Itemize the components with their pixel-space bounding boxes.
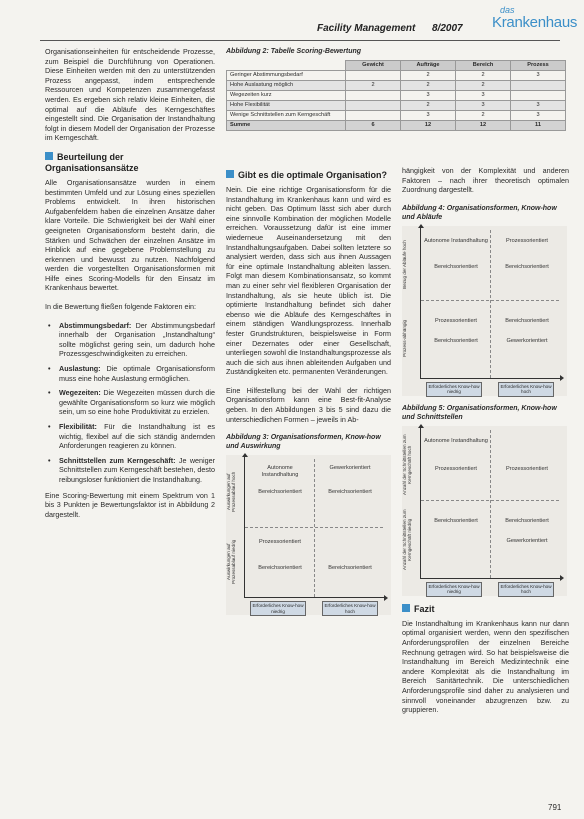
- matrix-cell-label: Bereichsorientiert: [434, 517, 478, 524]
- figure-5-matrix: [402, 426, 567, 596]
- matrix-cell-label: Bereichsorientiert: [505, 517, 549, 524]
- paragraph: hängigkeit von der Komplexität und anderen Faktoren – nach ihrer theoretisch optimalen Zuordnung dargestellt.: [402, 166, 569, 195]
- table-cell: 3: [456, 91, 511, 101]
- table-sum-row: [227, 121, 566, 131]
- table-header-cell: [227, 61, 346, 71]
- figure-caption: Abbildung 2: Tabelle Scoring-Bewertung: [226, 48, 362, 55]
- table-cell: 12: [401, 121, 456, 131]
- list-item-text: Die optimale Organisationsform muss eine hohe Auslastung ermöglichen.: [59, 364, 215, 383]
- issue-number: 8/2007: [432, 23, 463, 34]
- table-header-row: [227, 61, 566, 71]
- table-cell: 3: [511, 71, 566, 81]
- section-square-icon: [402, 604, 410, 612]
- x-axis-label-left: Erforderliches Know-how niedrig: [426, 582, 482, 597]
- matrix-cell-label: Autonome Instandhaltung: [261, 465, 299, 478]
- matrix-cell-label: Prozessorientiert: [259, 539, 301, 546]
- y-axis-label-bottom: Anzahl der Schnittstellen zum Kerngeschäft niedrig: [402, 509, 412, 571]
- matrix-cell-label: Prozessorientiert: [435, 465, 477, 472]
- paragraph: Eine Hilfestellung bei der Wahl der richtigen Organisationsform kann eine Best-fit-Analyse geben. In den Abbildungen 3 bis 5 sind dazu die unterschiedlichen Formen – jeweils in Ab-: [226, 385, 391, 424]
- section-heading: [45, 152, 215, 174]
- matrix-cell-label: Gewerkorientiert: [329, 465, 371, 472]
- x-axis-arrow: [244, 597, 384, 598]
- table-row: [227, 101, 566, 111]
- matrix-cell-label: Autonome Instandhaltung: [424, 437, 488, 444]
- table-cell: [346, 91, 401, 101]
- divider-line: [490, 430, 491, 578]
- page-header: [0, 0, 584, 44]
- table-header-cell: Bereich: [456, 61, 511, 71]
- divider-line: [490, 230, 491, 378]
- section-heading: [402, 604, 569, 615]
- bullet-icon: •: [48, 388, 51, 398]
- matrix-cell-label: Autonome Instandhaltung: [424, 237, 488, 244]
- section-square-icon: [45, 152, 53, 160]
- journal-section-title: Facility Management: [317, 23, 416, 34]
- paragraph: Alle Organisationsansätze wurden in einem bestimmten Umfeld und zur Lösung eines speziellen Problems entwickelt. In ihren historischen Aufgabenfeldern haben die einzelnen Ansätze daher klare Vorteile. Die Schwierigkeit bei der Wahl einer geeigneten Organisationsform besteht darin, die Stärken und Schwächen der einzelnen Ansätze im Hinblick auf eine gegebene Problemstellung zu erkennen und bewusst zu nutzen. Nachfolgend werden die vorgestellten Organisationsformen mit Hilfe eines Scoring-Modells für den Einsatz im Krankenhaus bewertet.: [45, 177, 215, 293]
- figure-4-matrix: [402, 226, 567, 396]
- section-heading-text: Gibt es die optimale Organisation?: [238, 170, 388, 180]
- table-cell: 3: [401, 91, 456, 101]
- scoring-table: [226, 60, 566, 131]
- table-cell: Summe: [227, 121, 346, 131]
- section-square-icon: [226, 170, 234, 178]
- matrix-cell-label: Bereichsorientiert: [434, 337, 478, 344]
- list-item-text: Je weniger Schnittstellen zum Kerngeschäft bestehen, desto reibungsloser funktioniert die Instandhaltung.: [59, 455, 215, 484]
- table-cell: Geringer Abstimmungsbedarf: [227, 71, 346, 81]
- list-item-term: Abstimmungsbedarf:: [59, 320, 132, 330]
- table-cell: 3: [401, 111, 456, 121]
- column-middle: [226, 166, 391, 615]
- list-item: [45, 364, 215, 383]
- table-cell: Wenige Schnittstellen zum Kerngeschäft: [227, 111, 346, 121]
- x-axis-label-left: Erforderliches Know-how niedrig: [250, 601, 306, 616]
- matrix-cell-label: Prozessorientiert: [506, 237, 548, 244]
- table-cell: [511, 91, 566, 101]
- figure-caption: Abbildung 3: Organisationsformen, Know-how und Auswirkung: [226, 434, 381, 451]
- table-header-cell: Gewicht: [346, 61, 401, 71]
- table-cell: 2: [456, 71, 511, 81]
- table-row: [227, 111, 566, 121]
- y-axis-label-bottom: Auswirkungen auf Prozessablauf niedrig: [226, 540, 236, 585]
- list-item: [45, 456, 215, 485]
- x-axis-label-right: Erforderliches Know-how hoch: [498, 382, 554, 397]
- table-cell: [346, 71, 401, 81]
- bullet-icon: •: [48, 455, 51, 465]
- x-axis-label-right: Erforderliches Know-how hoch: [498, 582, 554, 597]
- list-item: [45, 388, 215, 417]
- y-axis-label-top: Anzahl der Schnittstellen zum Kerngeschäft hoch: [402, 434, 412, 496]
- matrix-cell-label: Gewerkorientiert: [506, 337, 548, 344]
- list-item-text: Der Abstimmungsbedarf innerhalb der Organisation „Instandhaltung“ sollte möglichst gering sein, um dadurch hohe Prozessgeschwindigkeiten zu erreichen.: [59, 320, 215, 359]
- matrix-cell-label: Prozessorientiert: [506, 465, 548, 472]
- table-header-cell: Aufträge: [401, 61, 456, 71]
- page-number: 791: [548, 803, 562, 812]
- paragraph: Nein. Die eine richtige Organisationsform für die Instandhaltung im Krankenhaus kann und wird es nicht geben. Das Optimum lässt sich aber durch eine sinnvolle Kombination der möglichen Modelle erreichen. Voraussetzung dafür ist eine immer wiederneue Auseinandersetzung mit den Instandhaltungsaufgaben. Dabei sollten letztere so analysiert werden, dass sich aus ihnen Aussagen für eine optimale Instandhaltung ableiten lassen. Folgt man diesem Kombinationsansatz, so kommt man zu einer sehr viel flexibleren Organisation der Instandhaltung, als sie heute üblich ist. Die optimierte Instandhaltung befindet sich daher ebenso wie die Abläufe des Kerngeschäftes in einem ständigen Wandlungsprozess. Innerhalb fester Grundstrukturen, beispielsweise in Form einer Dezernates oder einer Gesellschaft, unterliegen sowohl die Instandhaltungsprozesse als auch die sich aus ihnen ableitenden Aufgaben und Zuständigkeiten etc. permanenten Veränderungen.: [226, 185, 391, 377]
- paragraph: Eine Scoring-Bewertung mit einem Spektrum von 1 bis 3 Punkten je Bewertungsfaktor ist in Abbildung 2 dargestellt.: [45, 490, 215, 519]
- paragraph: Organisationseinheiten für entscheidende Prozesse, zum Beispiel die Durchführung von Operationen. Diese Einheiten werden mit den zu unterstützenden Prozess angepasst, indem entsprechende Ressourcen und Kompetenzen zusammengefasst werden. Es ergeben sich relativ kleine Einheiten, die optimal auf die Abläufe des Kerngeschäftes eingestellt sind. Die Organisation der Instandhaltung folgt in diesem Modell der Organisation der Prozesse im Kerngeschäft.: [45, 47, 215, 143]
- x-axis-label-left: Erforderliches Know-how niedrig: [426, 382, 482, 397]
- matrix-cell-label: Bereichsorientiert: [328, 489, 372, 496]
- table-cell: Hohe Flexibilität: [227, 101, 346, 111]
- table-cell: 2: [456, 81, 511, 91]
- list-item-term: Wegezeiten:: [59, 388, 101, 398]
- table-cell: 3: [511, 111, 566, 121]
- matrix-cell-label: Bereichsorientiert: [258, 489, 302, 496]
- y-axis-arrow: [420, 428, 421, 578]
- list-item-term: Flexibilität:: [59, 422, 97, 431]
- y-axis-arrow: [420, 228, 421, 378]
- matrix-cell-label: Bereichsorientiert: [505, 263, 549, 270]
- x-axis-label-right: Erforderliches Know-how hoch: [322, 601, 378, 616]
- figure-caption: Abbildung 4: Organisationsformen, Know-how und Abläufe: [402, 204, 557, 221]
- table-cell: [511, 81, 566, 91]
- table-cell: 12: [456, 121, 511, 131]
- x-axis-arrow: [420, 378, 560, 379]
- table-row: [227, 91, 566, 101]
- table-cell: [346, 101, 401, 111]
- section-heading-text: Fazit: [414, 603, 435, 614]
- scoring-table-figure: [226, 47, 569, 131]
- table-cell: 2: [401, 101, 456, 111]
- table-cell: 2: [401, 71, 456, 81]
- table-cell: 3: [511, 101, 566, 111]
- matrix-cell-label: Bereichsorientiert: [258, 565, 302, 572]
- section-heading-text: Beurteilung der Organisationsansätze: [45, 151, 139, 173]
- column-left: [45, 47, 215, 528]
- section-heading: [226, 170, 391, 181]
- paragraph: Die Instandhaltung im Krankenhaus kann nur dann optimal organisiert werden, wenn den spezifischen Anforderungsprofilen der einzelnen Bereiche Rechnung getragen wird. So hat beispielsweise die Instandhaltung im Bereich Medizintechnik eine andere Komplexität als die Instandhaltung im Bereich Sanitärtechnik. Die unterschiedlichen Anforderungsprofile sind daher zu analysieren und sinnvoll voneinander abzugrenzen bzw. zu gruppieren.: [402, 618, 569, 715]
- list-item-text: Für die Instandhaltung ist es wichtig, flexibel auf die sich ständig ändernden Anforderungen reagieren zu können.: [59, 422, 215, 451]
- matrix-cell-label: Bereichsorientiert: [505, 317, 549, 324]
- table-cell: 6: [346, 121, 401, 131]
- logo-das: das: [500, 5, 515, 15]
- bullet-icon: •: [48, 422, 51, 431]
- table-cell: 2: [401, 81, 456, 91]
- x-axis-arrow: [420, 578, 560, 579]
- factor-list: [45, 321, 215, 485]
- logo-name: Krankenhaus: [492, 14, 578, 31]
- matrix-cell-label: Bereichsorientiert: [434, 263, 478, 270]
- table-cell: Hohe Auslastung möglich: [227, 81, 346, 91]
- figure-3-matrix: [226, 455, 391, 615]
- table-row: [227, 71, 566, 81]
- column-right: [402, 166, 569, 724]
- table-cell: 2: [346, 81, 401, 91]
- table-cell: 2: [456, 111, 511, 121]
- matrix-cell-label: Bereichsorientiert: [328, 565, 372, 572]
- matrix-cell-label: Prozessorientiert: [435, 317, 477, 324]
- table-header-cell: Prozess: [511, 61, 566, 71]
- paragraph: In die Bewertung fließen folgende Faktoren ein:: [45, 302, 197, 312]
- matrix-cell-label: Gewerkorientiert: [506, 537, 548, 544]
- y-axis-label-top: Auswirkungen auf Prozessablauf hoch: [226, 472, 236, 513]
- y-axis-label-bottom: Prozess-abhängig: [402, 319, 407, 357]
- table-cell: 3: [456, 101, 511, 111]
- figure-caption: Abbildung 5: Organisationsformen, Know-how und Schnittstellen: [402, 404, 557, 421]
- list-item-term: Auslastung:: [59, 364, 101, 374]
- list-item-text: Die Wegezeiten müssen durch die gewählte Organisationsform so kurz wie möglich sein, um so eine hohe Produktivität zu erzielen.: [59, 388, 215, 417]
- y-axis-label-top: Bezug der Abläufe hoch: [402, 240, 407, 290]
- table-cell: 11: [511, 121, 566, 131]
- list-item: [45, 422, 215, 451]
- divider-line: [314, 459, 315, 597]
- bullet-icon: •: [48, 364, 51, 374]
- bullet-icon: •: [48, 320, 51, 330]
- table-cell: [346, 111, 401, 121]
- table-cell: Wegezeiten kurz: [227, 91, 346, 101]
- header-rule: [40, 40, 560, 41]
- list-item-term: Schnittstellen zum Kerngeschäft:: [59, 455, 176, 465]
- table-row: [227, 81, 566, 91]
- list-item: [45, 321, 215, 359]
